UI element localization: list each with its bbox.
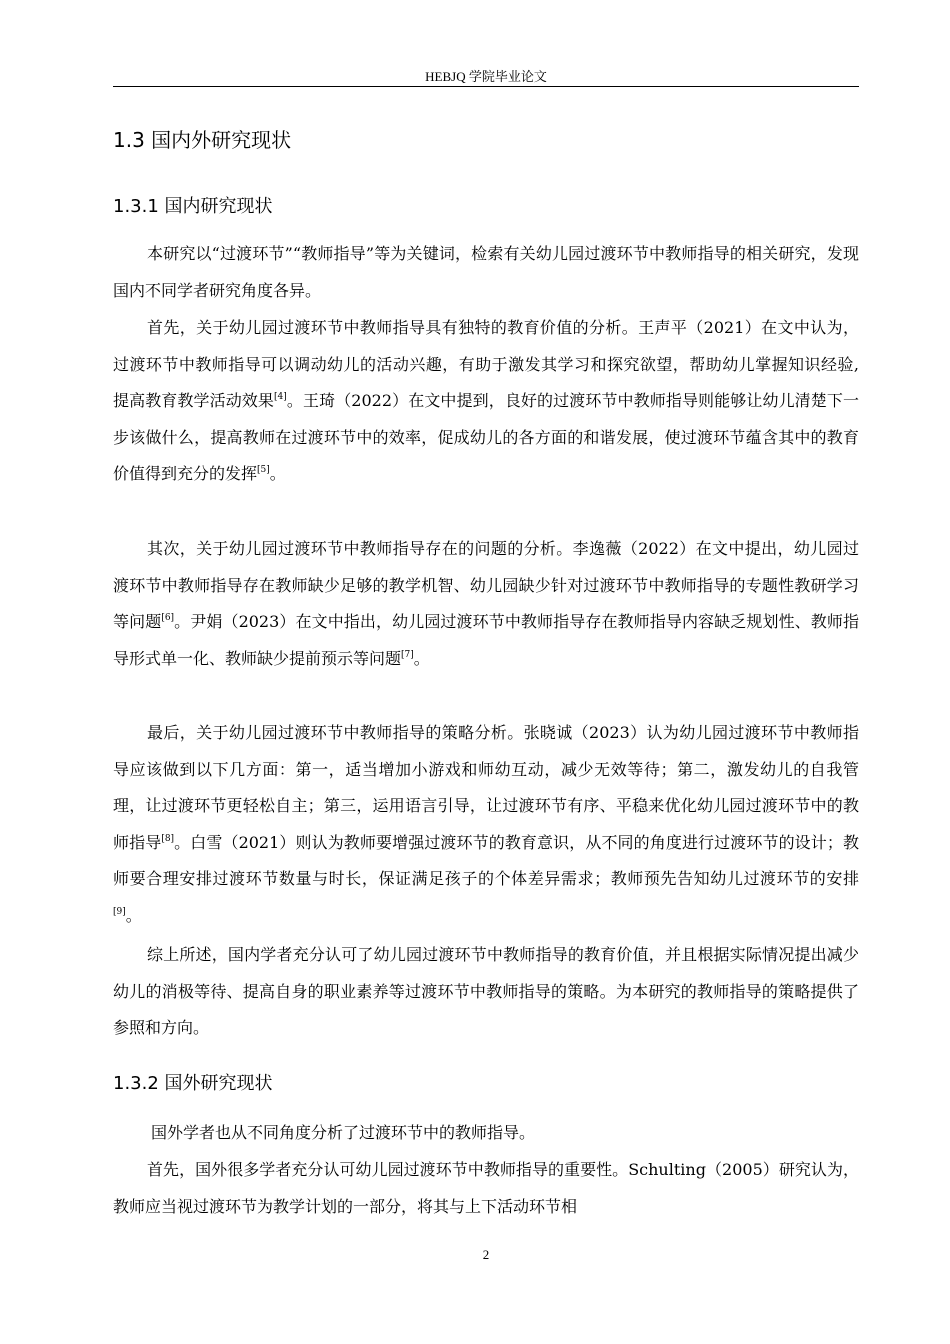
paragraph-domestic-summary	[113, 937, 859, 1047]
page-header: HEBJQ 学院毕业论文	[425, 69, 547, 84]
citation-ref: [8]	[161, 833, 175, 844]
subsection-title-domestic: 1.3.1 国内研究现状	[113, 196, 273, 217]
paragraph-domestic-intro	[113, 236, 859, 309]
paragraph-text: 。尹娟（2023）在文中指出，幼儿园过渡环节中教师指导存在教师指导内容缺乏规划性、教师指导形式单一化、教师缺少提前预示等问题	[113, 612, 859, 668]
paragraph-text: 最后，关于幼儿园过渡环节中教师指导的策略分析。张晓诚（2023）认为幼儿园过渡环节中教师指导应该做到以下几方面：第一，适当增加小游戏和师幼互动，减少无效等待；第二，激发幼儿的自我管理，让过渡环节更轻松自主；第三，运用语言引导，让过渡环节有序、平稳来优化幼儿园过渡环节中的教师指导	[113, 723, 859, 852]
paragraph-text: 。	[269, 464, 286, 484]
paragraph-domestic-strategies	[113, 715, 859, 935]
paragraph-text: 本研究以“过渡环节”“教师指导”等为关键词，检索有关幼儿园过渡环节中教师指导的相关研究，发现国内不同学者研究角度各异。	[113, 244, 859, 300]
section-title: 1.3 国内外研究现状	[113, 128, 292, 152]
subsection-title-foreign: 1.3.2 国外研究现状	[113, 1073, 273, 1094]
citation-ref: [4]	[274, 392, 287, 403]
header-divider	[113, 86, 859, 87]
paragraph-text: 首先，国外很多学者充分认可幼儿园过渡环节中教师指导的重要性。Schulting（2005）研究认为，教师应当视过渡环节为教学计划的一部分，将其与上下活动环节相	[113, 1160, 859, 1216]
citation-ref: [6]	[161, 613, 175, 624]
page-number: 2	[482, 1247, 490, 1262]
paragraph-foreign-importance	[113, 1152, 859, 1225]
citation-ref: [5]	[257, 465, 270, 476]
paragraph-text: 。	[413, 648, 430, 668]
paragraph-text: 其次，关于幼儿园过渡环节中教师指导存在的问题的分析。李逸薇（2022）在文中提出，幼儿园过渡环节中教师指导存在教师缺少足够的教学机智、幼儿园缺少针对过渡环节中教师指导的专题性教研学习等问题	[113, 539, 859, 632]
paragraph-text: 。白雪（2021）则认为教师要增强过渡环节的教育意识，从不同的角度进行过渡环节的设计；教师要合理安排过渡环节数量与时长，保证满足孩子的个体差异需求；教师预先告知幼儿过渡环节的安排	[113, 832, 859, 889]
paragraph-text: 首先，关于幼儿园过渡环节中教师指导具有独特的教育价值的分析。王声平（2021）在文中认为，过渡环节中教师指导可以调动幼儿的活动兴趣，有助于激发其学习和探究欲望，帮助幼儿掌握知识经验, 提高教育教学活动效果	[113, 318, 859, 411]
citation-ref: [9]	[113, 906, 126, 917]
citation-ref: [7]	[401, 649, 414, 660]
paragraph-text: 国外学者也从不同角度分析了过渡环节中的教师指导。	[151, 1123, 536, 1142]
paragraph-domestic-value	[113, 310, 859, 493]
paragraph-foreign-intro	[113, 1115, 859, 1152]
paragraph-text: 综上所述，国内学者充分认可了幼儿园过渡环节中教师指导的教育价值，并且根据实际情况提出减少幼儿的消极等待、提高自身的职业素养等过渡环节中教师指导的策略。为本研究的教师指导的策略提供了参照和方向。	[113, 945, 859, 1038]
paragraph-text: 。王琦（2022）在文中提到，良好的过渡环节中教师指导则能够让幼儿清楚下一步该做什么，提高教师在过渡环节中的效率，促成幼儿的各方面的和谐发展，使过渡环节蕴含其中的教育价值得到充分的发挥	[113, 391, 859, 484]
paragraph-text: 。	[125, 905, 142, 925]
paragraph-domestic-problems	[113, 531, 859, 677]
